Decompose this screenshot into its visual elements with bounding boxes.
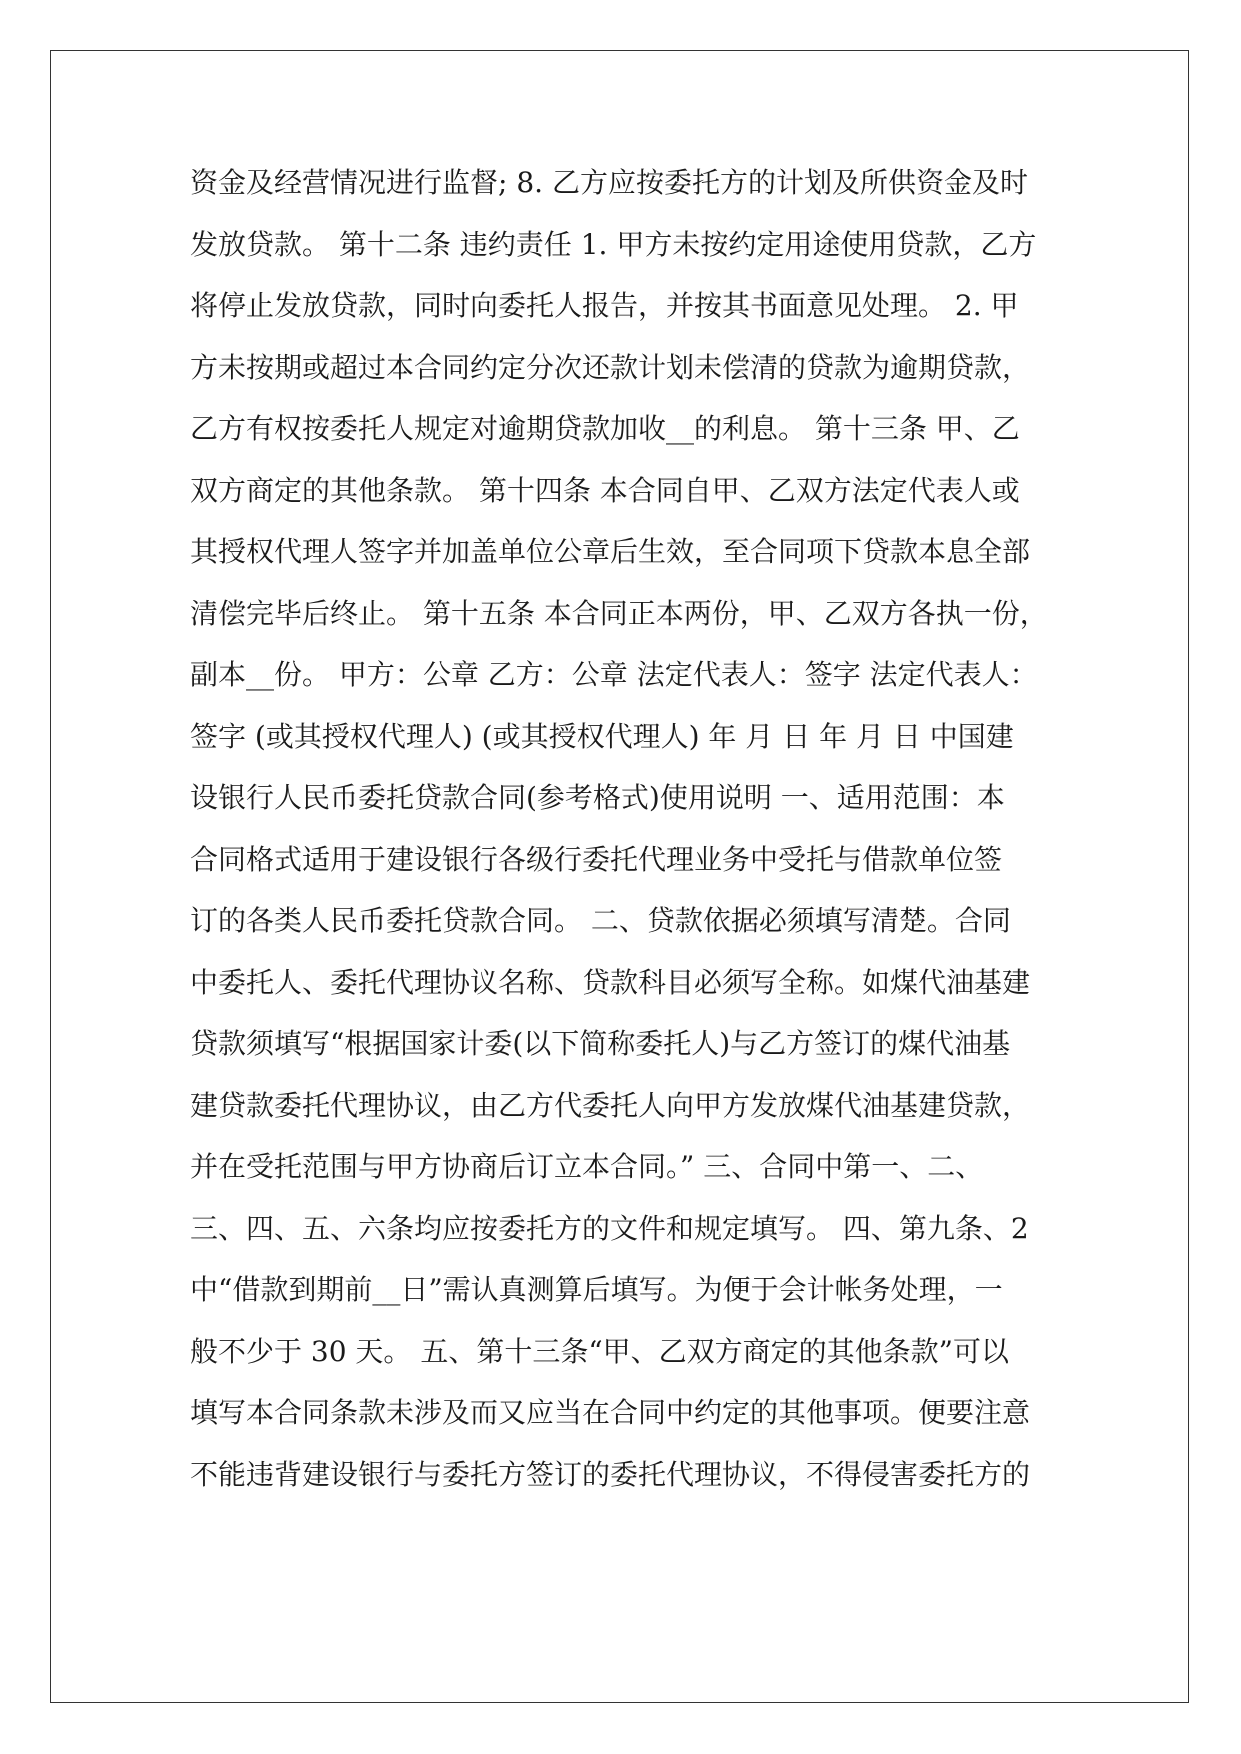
text-line: 中“借款到期前__日”需认真测算后填写。为便于会计帐务处理，一 (190, 1273, 1003, 1306)
text-line: 乙方有权按委托人规定对逾期贷款加收__的利息。 第十三条 甲、乙 (190, 412, 1020, 445)
text-line: 三、四、五、六条均应按委托方的文件和规定填写。 四、第九条、2 (190, 1211, 1029, 1245)
text-line: 并在受托范围与甲方协商后订立本合同。” 三、合同中第一、二、 (190, 1150, 984, 1183)
text-line: 方未按期或超过本合同约定分次还款计划未偿清的贷款为逾期贷款， (190, 350, 1031, 384)
text-line: 将停止发放贷款，同时向委托人报告，并按其书面意见处理。 2. 甲 (190, 289, 1019, 322)
text-line: 合同格式适用于建设银行各级行委托代理业务中受托与借款单位签 (190, 842, 1003, 876)
text-line: 双方商定的其他条款。 第十四条 本合同自甲、乙双方法定代表人或 (190, 473, 1020, 507)
text-line: 贷款须填写“根据国家计委(以下简称委托人)与乙方签订的煤代油基 (190, 1027, 1011, 1060)
text-line: 签字 (或其授权代理人) (或其授权代理人) 年 月 日 年 月 日 中国建 (190, 719, 1014, 753)
text-line: 中委托人、委托代理协议名称、贷款科目必须写全称。如煤代油基建 (190, 965, 1031, 999)
text-line: 建贷款委托代理协议，由乙方代委托人向甲方发放煤代油基建贷款， (190, 1088, 1031, 1122)
text-line: 清偿完毕后终止。 第十五条 本合同正本两份，甲、乙双方各执一份， (190, 596, 1048, 630)
text-line: 填写本合同条款未涉及而又应当在合同中约定的其他事项。便要注意 (190, 1396, 1031, 1429)
text-line: 发放贷款。 第十二条 违约责任 1. 甲方未按约定用途使用贷款，乙方 (190, 227, 1037, 261)
text-line: 设银行人民币委托贷款合同(参考格式)使用说明 一、适用范围：本 (190, 781, 1005, 814)
text-line: 订的各类人民币委托贷款合同。 二、贷款依据必须填写清楚。合同 (190, 904, 1011, 937)
text-line: 副本__份。 甲方：公章 乙方：公章 法定代表人：签字 法定代表人： (190, 658, 1038, 691)
text-line: 不能违背建设银行与委托方签订的委托代理协议，不得侵害委托方的 (190, 1457, 1031, 1491)
text-line: 般不少于 30 天。 五、第十三条“甲、乙双方商定的其他条款”可以 (190, 1334, 1009, 1368)
text-line: 其授权代理人签字并加盖单位公章后生效，至合同项下贷款本息全部 (190, 535, 1031, 568)
text-line: 资金及经营情况进行监督; 8. 乙方应按委托方的计划及所供资金及时 (190, 166, 1028, 199)
document-body (190, 152, 1060, 1505)
